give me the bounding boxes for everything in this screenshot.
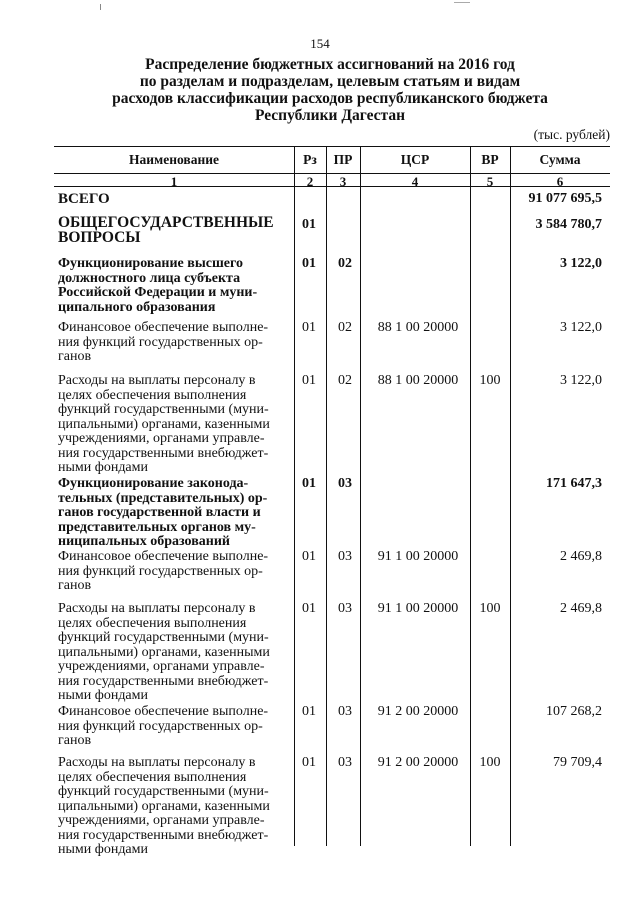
column-number: 5 [486,174,494,189]
column-divider [470,146,471,846]
name-line: тельных (представительных) ор- [58,490,268,506]
column-number: 3 [339,174,347,189]
name-line: представительных органов му- [58,519,256,535]
name-line: учреждениями, органами управле- [58,431,265,446]
row-sum: 2 469,8 [560,601,602,616]
name-line: функций государственными (муни- [58,402,269,417]
row-name [58,705,294,749]
row-name [58,374,294,476]
name-line: ВСЕГО [58,191,110,207]
row-pr: 03 [338,755,352,770]
row-name-subsection [58,257,294,315]
name-line: учреждениями, органами управле- [58,659,265,674]
row-name [58,602,294,704]
name-line: Финансовое обеспечение выполне- [58,549,269,564]
row-sum: 107 268,2 [546,704,602,719]
row-csr: 91 1 00 20000 [377,601,459,616]
name-line: целях обеспечения выполнения [58,387,247,403]
name-line: функций государственными (муни- [58,784,269,799]
row-vr: 100 [479,755,501,770]
column-divider [510,146,511,846]
title-line: по разделам и подразделам, целевым статьям и видам [139,73,521,90]
row-rz: 01 [302,601,316,616]
row-sum: 3 122,0 [560,320,602,335]
scan-mark [454,2,470,3]
name-line: ными фондами [58,460,149,475]
name-line: ния государственными внебюджет- [58,673,269,689]
row-name-section [58,215,294,245]
name-line: ципальными) органами, казенными [58,798,270,814]
header-rz: Рз [303,152,317,167]
row-csr: 88 1 00 20000 [377,320,459,335]
header-sum: Сумма [539,152,581,167]
units-label: (тыс. рублей) [533,127,610,142]
column-number: 1 [170,174,178,189]
name-line: ОБЩЕГОСУДАРСТВЕННЫЕ [58,214,274,231]
row-pr: 03 [338,549,352,564]
row-vr: 100 [479,373,501,388]
row-name [58,756,294,858]
row-pr: 03 [338,476,352,491]
row-rz: 01 [302,549,316,564]
name-line: Расходы на выплаты персоналу в [58,373,256,388]
name-line: Финансовое обеспечение выполне- [58,704,269,719]
name-line: Расходы на выплаты персоналу в [58,601,256,616]
column-divider [360,146,361,846]
name-line: Финансовое обеспечение выполне- [58,320,269,335]
row-name [58,550,294,594]
row-pr: 03 [338,704,352,719]
row-sum: 79 709,4 [553,755,602,770]
name-line: должностного лица субъекта [58,270,241,286]
row-pr: 02 [338,320,352,335]
row-pr: 03 [338,601,352,616]
name-line: ния функций государственных ор- [58,718,263,734]
row-csr: 88 1 00 20000 [377,373,459,388]
header-csr: ЦСР [400,152,430,167]
name-line: ными фондами [58,842,149,857]
row-sum: 2 469,8 [560,549,602,564]
column-number: 2 [306,174,314,189]
name-line: учреждениями, органами управле- [58,813,265,828]
column-divider [294,146,295,846]
row-sum: 3 122,0 [560,373,602,388]
row-sum-total: 91 077 695,5 [528,191,602,206]
name-line: ганов [58,578,92,593]
row-csr: 91 2 00 20000 [377,755,459,770]
name-line: ными фондами [58,688,149,703]
row-name-total [58,192,294,207]
name-line: ниципальных образований [58,534,230,549]
name-line: ганов [58,349,92,364]
name-line: ганов государственной власти и [58,505,261,520]
scan-mark [100,4,104,10]
name-line: ния функций государственных ор- [58,334,263,350]
row-rz: 01 [302,704,316,719]
row-rz: 01 [302,256,316,271]
name-line: Российской Федерации и муни- [58,285,258,300]
name-line: ципальными) органами, казенными [58,416,270,432]
row-rz: 01 [302,476,316,491]
name-line: Функционирование высшего [58,256,244,271]
name-line: Функционирование законода- [58,476,249,491]
row-csr: 91 1 00 20000 [377,549,459,564]
row-sum: 3 584 780,7 [535,217,602,232]
name-line: Расходы на выплаты персоналу в [58,755,256,770]
row-sum: 3 122,0 [560,256,602,271]
header-vr: ВР [481,152,499,167]
row-name [58,321,294,365]
budget-table [54,146,610,857]
name-line: функций государственными (муни- [58,630,269,645]
column-number: 6 [556,174,564,189]
column-number: 4 [411,174,419,189]
row-rz: 01 [302,755,316,770]
name-line: целях обеспечения выполнения [58,615,247,631]
header-name: Наименование [129,152,219,167]
name-line: целях обеспечения выполнения [58,769,247,785]
row-sum: 171 647,3 [546,476,602,491]
column-divider [326,146,327,846]
page-number: 154 [310,36,330,51]
row-vr: 100 [479,601,501,616]
row-rz: 01 [302,373,316,388]
name-line: ВОПРОСЫ [58,229,141,246]
name-line: ния государственными внебюджет- [58,827,269,843]
title-line: Распределение бюджетных ассигнований на 2016 год [145,56,515,73]
document-title [60,56,600,124]
row-csr: 91 2 00 20000 [377,704,459,719]
name-line: ципальными) органами, казенными [58,644,270,660]
name-line: ния функций государственных ор- [58,563,263,579]
title-line: Республики Дагестан [254,107,406,124]
row-rz: 01 [302,217,316,232]
title-line: расходов классификации расходов республиканского бюджета [112,90,548,107]
row-pr: 02 [338,256,352,271]
row-name-subsection [58,477,294,550]
row-rz: 01 [302,320,316,335]
row-pr: 02 [338,373,352,388]
name-line: ганов [58,733,92,748]
name-line: ципального образования [58,299,216,315]
header-pr: ПР [333,152,353,167]
table-border [54,146,610,147]
name-line: ния государственными внебюджет- [58,445,269,461]
